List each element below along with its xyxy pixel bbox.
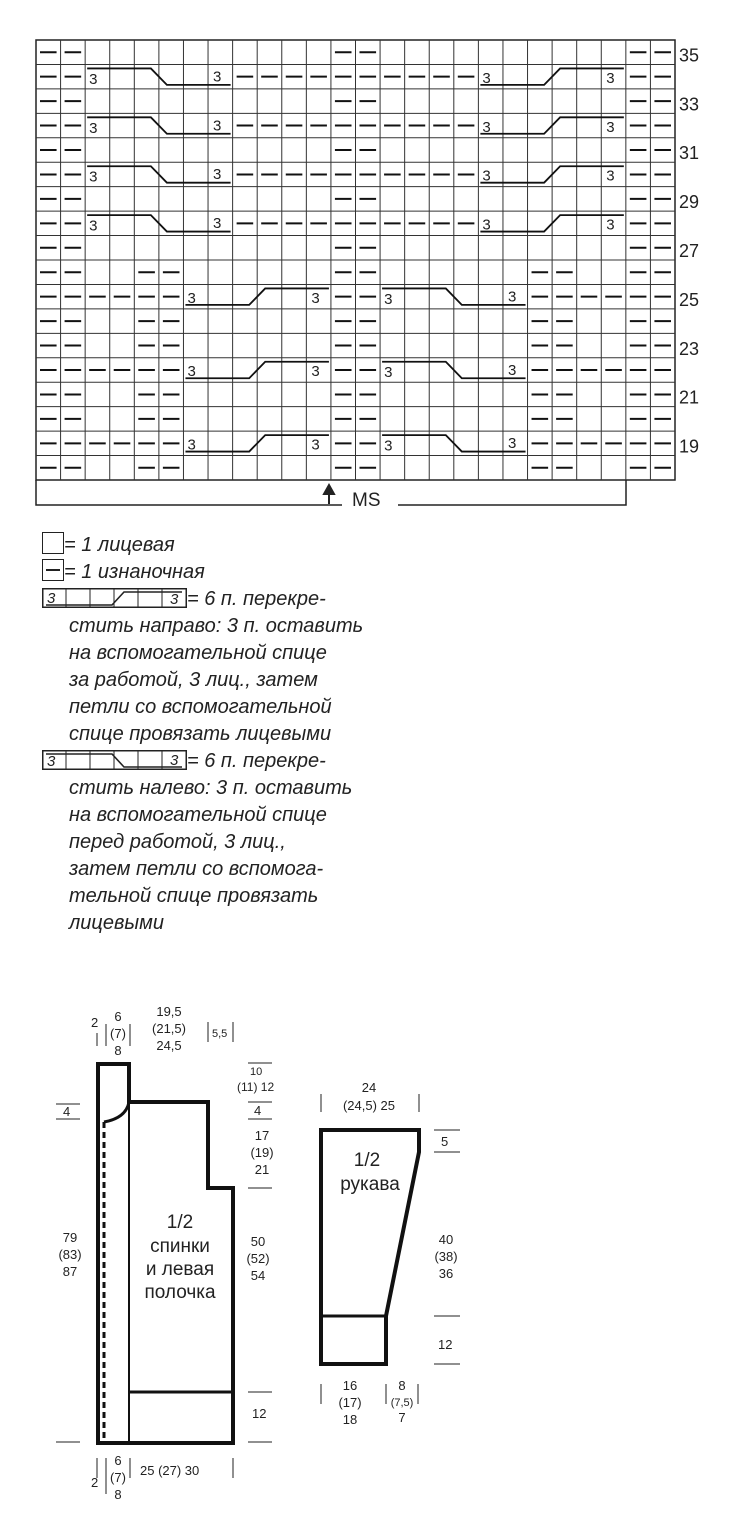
neck-curve — [104, 1102, 129, 1122]
dim-sleeve-bottom-right: (7,5) — [390, 1397, 414, 1409]
cable-number: 3 — [606, 118, 615, 136]
ms-marker — [36, 480, 626, 511]
dim-sleeve-bottom-right: 7 — [398, 1410, 406, 1425]
dim-bottom-left-b: (7) — [110, 1470, 126, 1485]
cable-number: 3 — [482, 69, 491, 87]
cable-right-line: спице провязать лицевыми — [69, 723, 332, 745]
dim-sleeve-cap: 5 — [441, 1134, 449, 1149]
body-outline — [98, 1064, 233, 1443]
legend-cable-left — [42, 748, 422, 775]
cable-left-line: перед работой, 3 лиц., — [69, 831, 286, 853]
cable-number: 3 — [187, 363, 196, 381]
knitting-chart — [0, 0, 736, 520]
svg-text:3: 3 — [170, 752, 179, 769]
dim-bottom-left-a: 2 — [91, 1475, 99, 1490]
body-label: полочка — [144, 1282, 216, 1303]
sleeve-schematic — [321, 1080, 460, 1427]
dim-armhole: 21 — [254, 1162, 270, 1177]
purl-symbol — [42, 559, 64, 581]
cable-number: 3 — [187, 289, 196, 307]
cable-number: 3 — [482, 216, 491, 234]
cable-right-line: на вспомогательной спице — [69, 642, 327, 664]
dim-total-height: 79 — [62, 1230, 78, 1245]
dim-top-mid: 24,5 — [156, 1038, 182, 1053]
dim-bottom-left-b: 6 — [114, 1453, 122, 1468]
knit-symbol — [42, 532, 64, 554]
arrow-up-icon — [324, 485, 334, 504]
dim-sleeve-cuff: 12 — [438, 1337, 453, 1352]
cable-number: 3 — [606, 216, 615, 234]
dim-bottom-left-b: 8 — [114, 1487, 122, 1502]
cable-left-line: затем петли со вспомога- — [69, 858, 324, 880]
row-number: 29 — [679, 192, 700, 213]
cable-left-line: лицевыми — [69, 912, 164, 934]
dim-sleeve-length: 40 — [438, 1232, 454, 1247]
cable-number: 3 — [384, 364, 393, 382]
dim-bottom-width: 25 (27) 30 — [140, 1463, 200, 1478]
dim-top-mid: (21,5) — [152, 1021, 186, 1036]
row-number: 31 — [679, 143, 700, 164]
dim-top-left-b: 8 — [114, 1043, 122, 1058]
dim-sleeve-top-sizes: (24,5) 25 — [342, 1098, 396, 1113]
dim-side: 54 — [250, 1268, 266, 1283]
dim-sleeve-top: 24 — [361, 1080, 377, 1095]
body-label: и левая — [145, 1259, 215, 1280]
dim-top-mid: 19,5 — [156, 1004, 182, 1019]
cable-number: 3 — [507, 361, 517, 379]
cable-left-symbol — [42, 750, 187, 770]
cable-number: 3 — [89, 70, 98, 88]
row-number: 25 — [679, 289, 700, 310]
body-label: 1/2 — [166, 1212, 194, 1233]
row-number: 19 — [679, 436, 700, 457]
cable-left-line: на вспомогательной спице — [69, 804, 327, 826]
dim-right-10: 10 — [250, 1066, 263, 1078]
cable-right-symbol — [42, 588, 187, 608]
dim-right-4: 4 — [254, 1103, 262, 1118]
dim-right-11-12: (11) 12 — [237, 1080, 275, 1094]
dim-sleeve-length: 36 — [438, 1266, 454, 1281]
svg-text:3: 3 — [170, 591, 179, 608]
cable-left-line: стить налево: 3 п. оставить — [69, 777, 353, 799]
cable-number: 3 — [89, 217, 98, 235]
dim-sleeve-bottom: (17) — [338, 1395, 362, 1410]
legend-knit: = 1 лицевая — [42, 532, 422, 559]
cable-number: 3 — [213, 166, 222, 184]
dim-top-right: 5,5 — [212, 1028, 228, 1040]
cable-number: 3 — [213, 117, 222, 135]
cable-left-line: тельной спице провязать — [69, 885, 319, 907]
cable-number: 3 — [311, 289, 320, 307]
cable-number: 3 — [606, 167, 615, 185]
cable-right-line: = 6 п. перекре- — [187, 588, 326, 610]
cable-number: 3 — [507, 288, 517, 306]
cable-number: 3 — [384, 290, 393, 308]
dim-sleeve-bottom: 16 — [342, 1378, 358, 1393]
dim-side: (52) — [246, 1251, 270, 1266]
legend-purl: = 1 изнаночная — [42, 559, 422, 586]
cable-number: 3 — [606, 69, 615, 87]
dim-top-left-a: 2 — [91, 1015, 99, 1030]
dim-sleeve-length: (38) — [434, 1249, 458, 1264]
chart-legend — [42, 532, 422, 937]
dim-neck-depth: 4 — [63, 1104, 71, 1119]
row-number: 23 — [679, 338, 700, 359]
svg-text:3: 3 — [47, 590, 56, 607]
row-number: 33 — [679, 94, 700, 115]
cable-left-line: = 6 п. перекре- — [187, 750, 326, 772]
cable-number: 3 — [89, 168, 98, 186]
row-number: 21 — [679, 387, 700, 408]
cable-number: 3 — [507, 435, 517, 453]
ms-label: MS — [352, 490, 381, 511]
svg-text:3: 3 — [47, 753, 56, 770]
cable-right-line: стить направо: 3 п. оставить — [69, 615, 364, 637]
row-numbers — [679, 45, 699, 456]
cable-number: 3 — [213, 68, 222, 86]
dim-top-left-b: 6 — [114, 1009, 122, 1024]
dim-total-height: 87 — [62, 1264, 78, 1279]
dim-total-height: (83) — [58, 1247, 82, 1262]
cable-number: 3 — [187, 436, 196, 454]
cable-number: 3 — [384, 437, 393, 455]
dim-armhole: 17 — [254, 1128, 270, 1143]
cable-number: 3 — [89, 119, 98, 137]
sleeve-label: рукава — [340, 1174, 400, 1195]
dim-sleeve-bottom-right: 8 — [398, 1378, 406, 1393]
dim-side: 50 — [250, 1234, 266, 1249]
cable-number: 3 — [482, 167, 491, 185]
dim-armhole: (19) — [250, 1145, 274, 1160]
sleeve-outline — [321, 1130, 419, 1364]
row-number: 35 — [679, 45, 700, 66]
cable-right-line: за работой, 3 лиц., затем — [69, 669, 318, 691]
cable-number: 3 — [311, 436, 320, 454]
cable-number: 3 — [311, 363, 320, 381]
row-number: 27 — [679, 241, 700, 261]
legend-cable-right — [42, 586, 422, 613]
body-label: спинки — [150, 1236, 210, 1257]
chart-grid — [36, 40, 675, 480]
body-schematic — [56, 1004, 274, 1502]
dim-rib: 12 — [252, 1406, 267, 1421]
cable-right-line: петли со вспомогательной — [69, 696, 332, 718]
cable-number: 3 — [213, 215, 222, 233]
sleeve-label: 1/2 — [353, 1150, 381, 1171]
dim-top-left-b: (7) — [110, 1026, 126, 1041]
cable-number: 3 — [482, 118, 491, 136]
dim-sleeve-bottom: 18 — [342, 1412, 358, 1427]
